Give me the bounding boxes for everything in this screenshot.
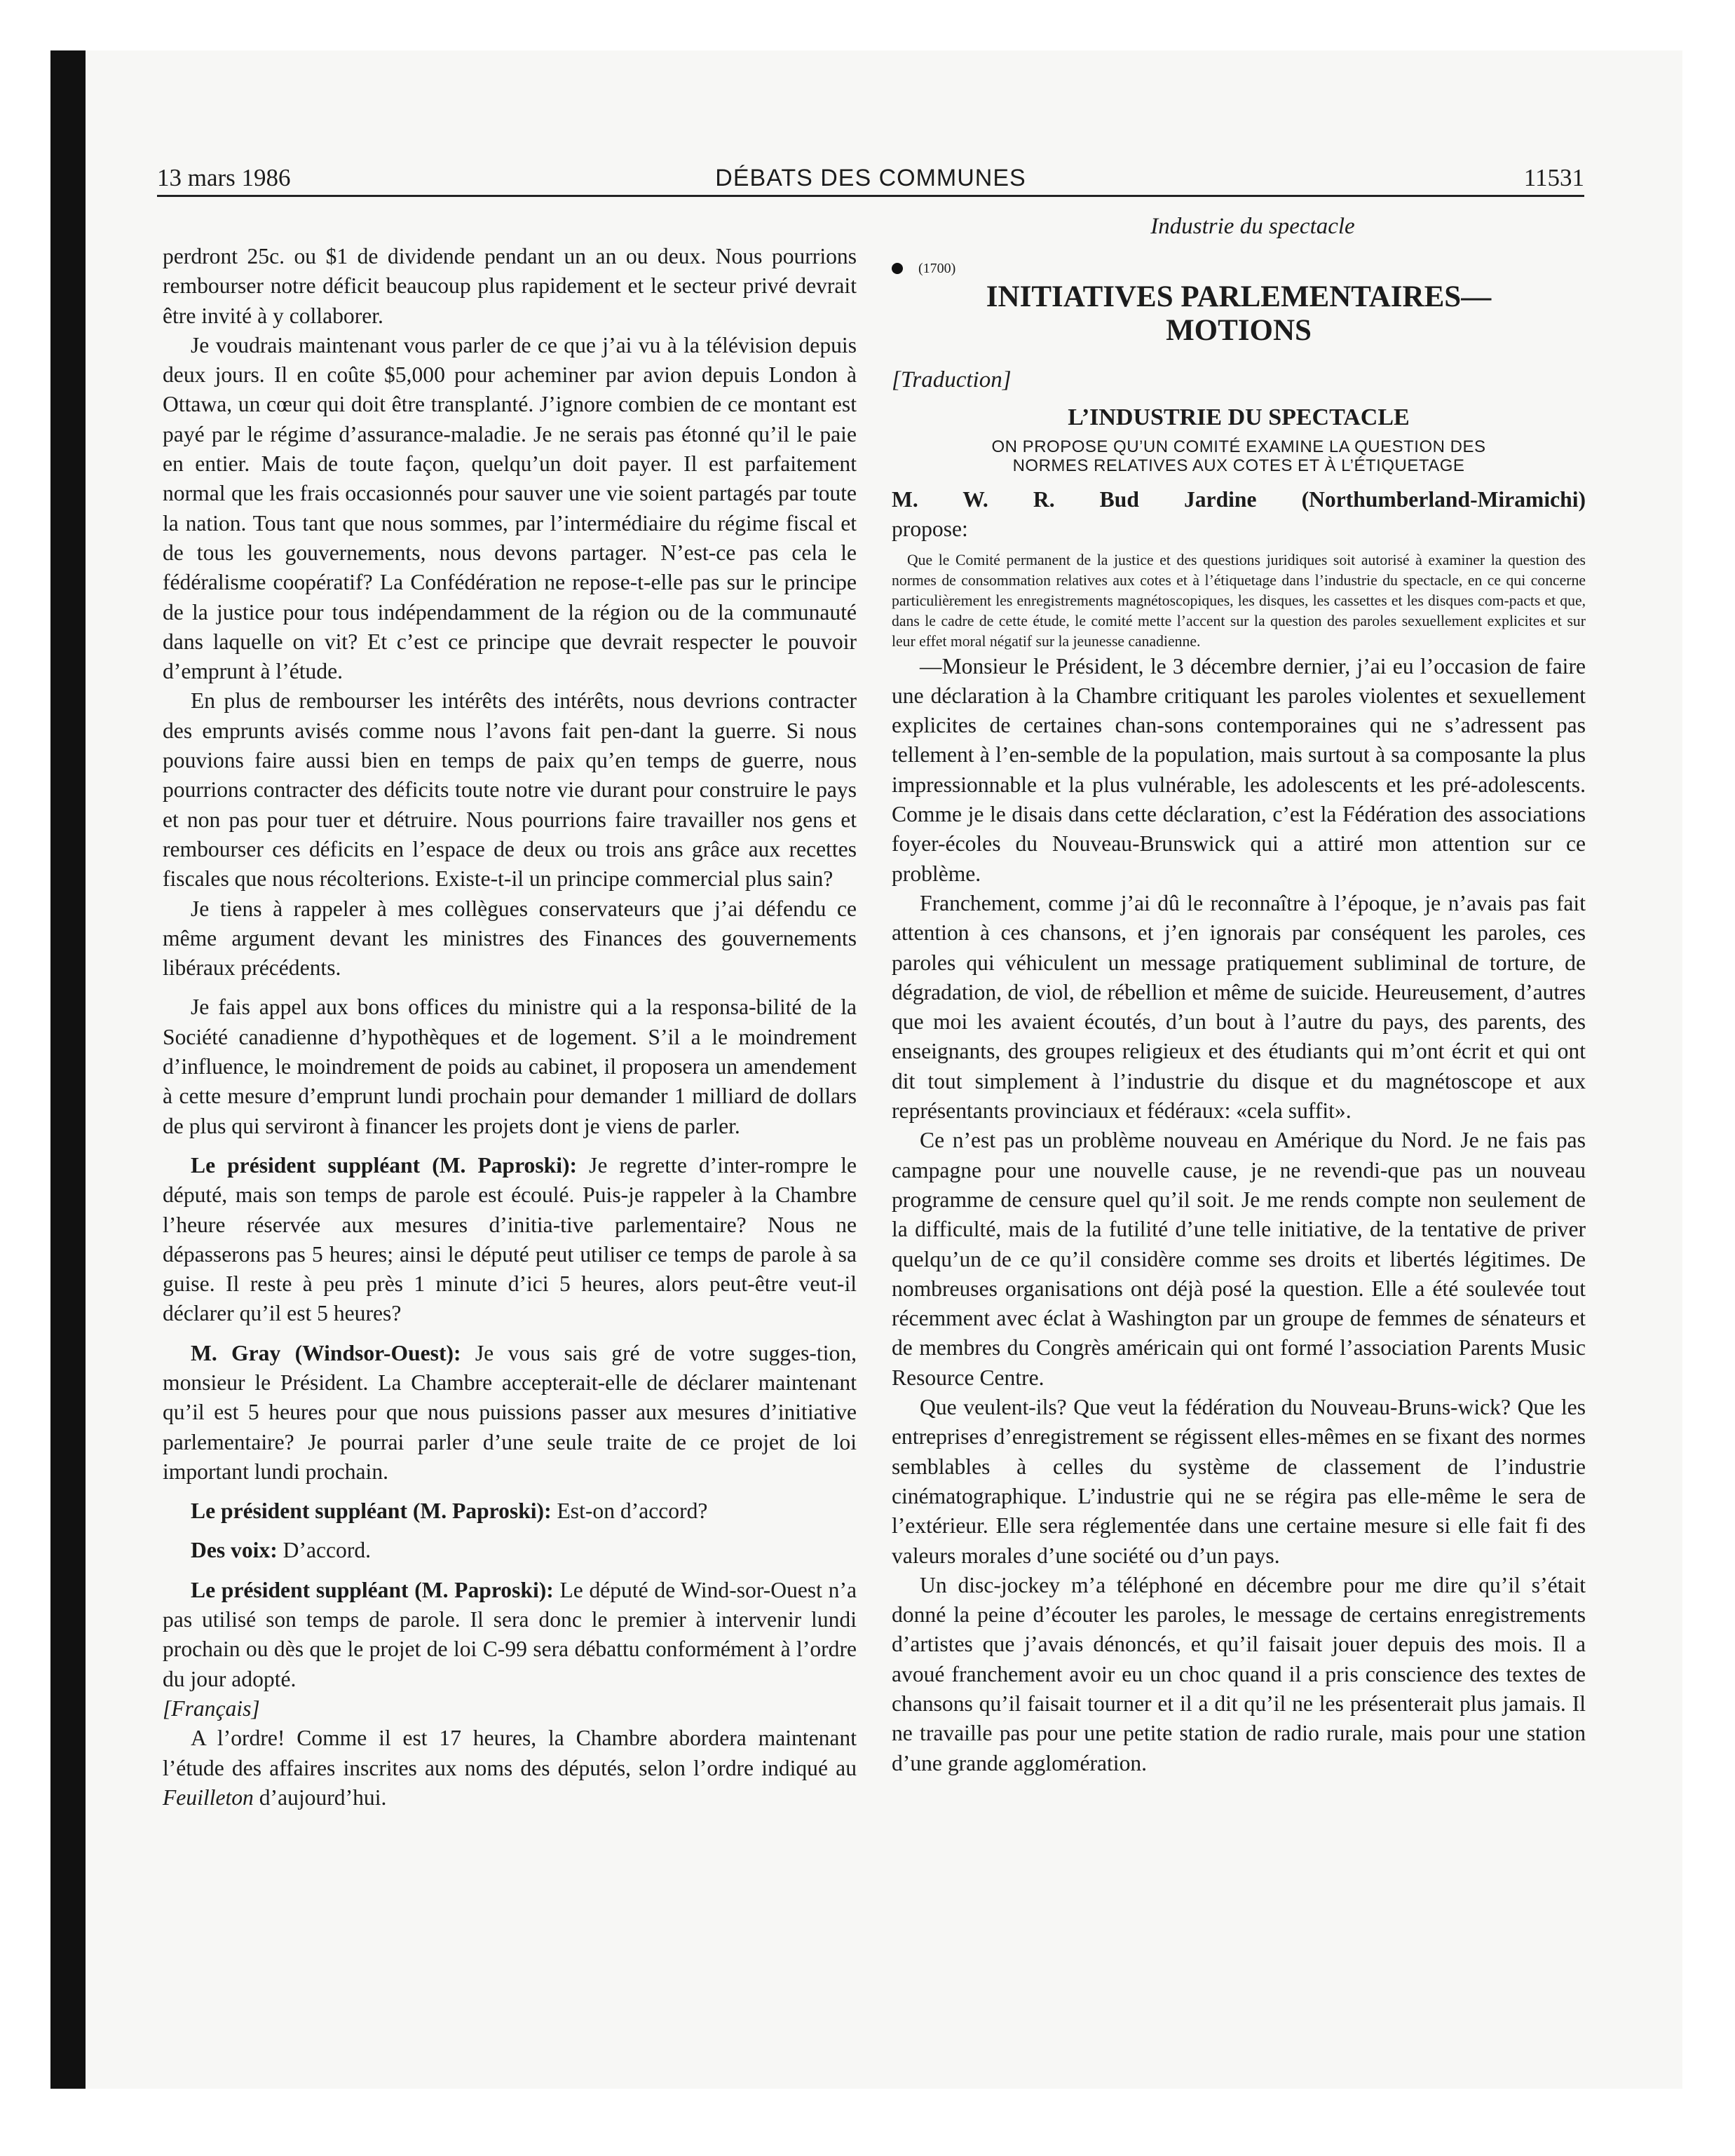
paragraph: Je fais appel aux bons offices du ministre qui a la responsa-bilité de la Société canadienne d’hypothèques et de logement. S’il a le moindrement d’influence, le moindrement de poids au cabinet, il proposera un amendement à cette mesure d’emprunt lundi prochain pour demander 1 milliard de dollars de plus qui serviront à financer les projets dont je viens de parler.: [163, 995, 857, 1138]
paragraph: [163, 1724, 857, 1813]
scan-edge-bar: [50, 50, 86, 2089]
speaker-name: Le président suppléant (M. Paproski):: [191, 1499, 552, 1524]
speech-text: Je regrette d’inter-rompre le député, mais son temps de parole est écoulé. Puis-je rappeler à la Chambre l’heure réservée aux mesures d’initia-tive parlementaire? Nous ne dépasserons pas 5 heures; ainsi le député peut utiliser ce temps de parole à sa guise. Il reste à peu près 1 minute d’ici 5 heures, alors peut-être veut-il déclarer qu’il est 5 heures?: [163, 1152, 857, 1326]
header-page-number: 11531: [1523, 164, 1584, 191]
text-run: d’aujourd’hui.: [253, 1785, 387, 1810]
speaker-paragraph: [163, 1496, 857, 1526]
paragraph: Un disc-jockey m’a téléphoné en décembre pour me dire qu’il s’était donné la peine d’écouter les paroles, le message de certains enregistrements d’artistes que j’avais dénoncés, et qu’il faisait jouer depuis des mois. Il a avoué franchement avoir eu un choc quand il a pris conscience des textes de chansons qu’il faisait tourner et il a dit qu’il ne les présenterait plus jamais. Il ne travaille pas pour une petite station de radio rurale, mais pour une station d’une grande agglomération.: [892, 1572, 1586, 1775]
speech-text: D’accord.: [277, 1538, 372, 1563]
header-date: 13 mars 1986: [157, 164, 291, 191]
text-run: A l’ordre! Comme il est 17 heures, la Chambre abordera maintenant l’étude des affaires inscrites aux noms des députés, selon l’ordre indiqué au: [163, 1726, 857, 1780]
speaker-paragraph: [163, 1576, 857, 1694]
speaker-paragraph: [163, 1339, 857, 1487]
mover-verb: propose:: [892, 517, 968, 542]
speaker-paragraph: [163, 1536, 857, 1565]
paragraph: Que veulent-ils? Que veut la fédération du Nouveau-Bruns-wick? Que les entreprises d’enregistrement se régissent elles-mêmes en se fixant des normes semblables à celles du système de classement de l’industrie cinématographique. L’industrie qui ne se régira pas elle-même le sera de l’extérieur. Elle sera réglementée dans une certaine mesure si elle fait fi des valeurs morales d’une société ou d’un pays.: [892, 1395, 1586, 1568]
motion-summary: [892, 437, 1586, 475]
mover-line: [892, 485, 1586, 514]
time-stamp: (1700): [918, 261, 956, 276]
paragraph: —Monsieur le Président, le 3 décembre dernier, j’ai eu l’occasion de faire une déclaration à la Chambre critiquant les paroles violentes et sexuellement explicites de certaines chan-sons contemporaines qui ne s’adressent pas tellement à l’en-semble de la population, mais surtout à sa composante la plus impressionnable et la plus vulnérable, les adolescents et les pré-adolescents. Comme je le disais dans cette déclaration, c’est la Fédération des associations foyer-écoles du Nouveau-Brunswick qui a attiré mon attention sur ce problème.: [892, 653, 1586, 886]
speaker-name: Le président suppléant (M. Paproski):: [191, 1152, 578, 1178]
paragraph: Franchement, comme j’ai dû le reconnaître à l’époque, je n’avais pas fait attention à ces chansons, et j’en ignorais par conséquent les paroles, ces paroles qui véhiculent un message pratiquement subliminal de torture, de dégradation, de viol, de rébellion et même de suicide. Heureusement, d’autres que moi les avaient écoutés, d’un bout à l’autre du pays, des parents, des enseignants, des groupes religieux et des étudiants qui m’ont écrit et qui ont dit tout simplement à l’industrie du disque et du magnétoscope et aux représentants provinciaux et fédéraux: «cela suffit».: [892, 890, 1586, 1124]
speech-text: Je vous sais gré de votre sugges-tion, monsieur le Président. La Chambre accepterait-elle de déclarer maintenant qu’il est 5 heures pour que nous puissions passer aux mesures d’initiative parlementaire? Je pourrai parler d’une seule traite de ce projet de loi important lundi prochain.: [163, 1340, 857, 1484]
motion-summary-line: ON PROPOSE QU’UN COMITÉ EXAMINE LA QUESTION DES: [991, 437, 1486, 456]
speaker-name: Des voix:: [191, 1538, 278, 1563]
paragraph: perdront 25c. ou $1 de dividende pendant un an ou deux. Nous pourrions rembourser notre déficit beaucoup plus rapidement et le secteur privé devrait être invité à y collaborer.: [163, 244, 857, 328]
running-head: Industrie du spectacle: [1150, 214, 1355, 239]
right-column: [892, 212, 1586, 1778]
paragraph: Je tiens à rappeler à mes collègues conservateurs que j’ai défendu ce même argument devant les ministres des Finances des gouvernements libéraux précédents.: [163, 896, 857, 981]
section-title-line: MOTIONS: [1166, 314, 1312, 347]
speech-text: Le député de Wind-sor-Ouest n’a pas utilisé son temps de parole. Il sera donc le premier à intervenir lundi prochain ou dès que le projet de loi C-99 sera débattu conformément à l’ordre du jour adopté.: [163, 1577, 857, 1691]
italic-run: Feuilleton: [163, 1785, 254, 1810]
bullet-icon: [892, 263, 903, 274]
language-note: [Français]: [163, 1696, 260, 1721]
paragraph: En plus de rembourser les intérêts des intérêts, nous devrions contracter des emprunts avisés comme nous l’avons fait pen-dant la guerre. Si nous pouvions faire aussi bien en temps de paix qu’en temps de guerre, nous pourrions contracter des déficits toute notre vie durant pour construire le pays et non pas pour tuer et détruire. Nous pourrions faire travailler nos gens et rembourser ces déficits en l’espace de deux ou trois ans grâce aux recettes fiscales que nous récolterions. Existe-t-il un principe commercial plus sain?: [163, 688, 857, 892]
speaker-name: Le président suppléant (M. Paproski):: [191, 1577, 554, 1602]
section-title: [892, 280, 1586, 348]
translation-note: [Traduction]: [892, 367, 1012, 393]
left-column: [163, 242, 857, 1813]
topic-title: L’INDUSTRIE DU SPECTACLE: [1068, 404, 1410, 430]
page-header: [157, 161, 1584, 197]
section-title-line: INITIATIVES PARLEMENTAIRES—: [986, 280, 1492, 313]
paragraph: Ce n’est pas un problème nouveau en Amérique du Nord. Je ne fais pas campagne pour une nouvelle cause, je ne revendi-que pas un nouveau programme de censure quel qu’il soit. Je me rends compte non seulement de la difficulté, mais de la futilité d’une telle initiative, de la tentative de priver quelqu’un de ce qu’il considère comme ses droits et libertés légitimes. De nombreuses organisations ont déjà posé la question. Elle a été soulevée tout récemment avec éclat à Washington par un groupe de femmes de sénateurs et de membres du Congrès américain qui ont formé l’association Parents Music Resource Centre.: [892, 1128, 1586, 1390]
header-title: DÉBATS DES COMMUNES: [715, 165, 1026, 191]
mover-name: M. W. R. Bud Jardine (Northumberland-Miramichi): [892, 487, 1586, 512]
speaker-name: M. Gray (Windsor-Ouest):: [191, 1340, 461, 1365]
time-marker: [892, 259, 1586, 278]
motion-summary-line: NORMES RELATIVES AUX COTES ET À L’ÉTIQUETAGE: [1012, 456, 1465, 475]
paragraph: Je voudrais maintenant vous parler de ce que j’ai vu à la télévision depuis deux jours. Il en coûte $5,000 pour acheminer par avion depuis London à Ottawa, un cœur qui doit être transplanté. J’ignore combien de ce montant est payé par le régime d’assurance-maladie. Je ne serais pas étonné qu’il le paie en entier. Mais de toute façon, quelqu’un doit payer. Il est parfaitement normal que les frais occasionnés pour sauver une vie soient partagés par toute la nation. Tous tant que nous sommes, par l’intermédiaire du régime fiscal et de tous les gouvernements, nous devons partager. N’est-ce pas cela le fédéralisme coopératif? La Confédération ne repose-t-elle pas sur le principe de la justice pour tous indépendamment de la région ou de la communauté dans laquelle on vit? Et c’est ce principe que devrait respecter le pouvoir d’emprunt à l’étude.: [163, 332, 857, 684]
motion-text: Que le Comité permanent de la justice et des questions juridiques soit autorisé à examiner la question des normes de consommation relatives aux cotes et à l’étiquetage dans l’industrie du spectacle, en ce qui concerne particulièrement les enregistrements magnétoscopiques, les disques, les cassettes et les disques com-pacts et que, dans le cadre de cette étude, le comité mette l’accent sur la question des paroles sexuellement explicites et sur leur effet moral négatif sur la jeunesse canadienne.: [892, 551, 1586, 650]
speaker-paragraph: [163, 1151, 857, 1329]
speech-text: Est-on d’accord?: [551, 1499, 708, 1524]
